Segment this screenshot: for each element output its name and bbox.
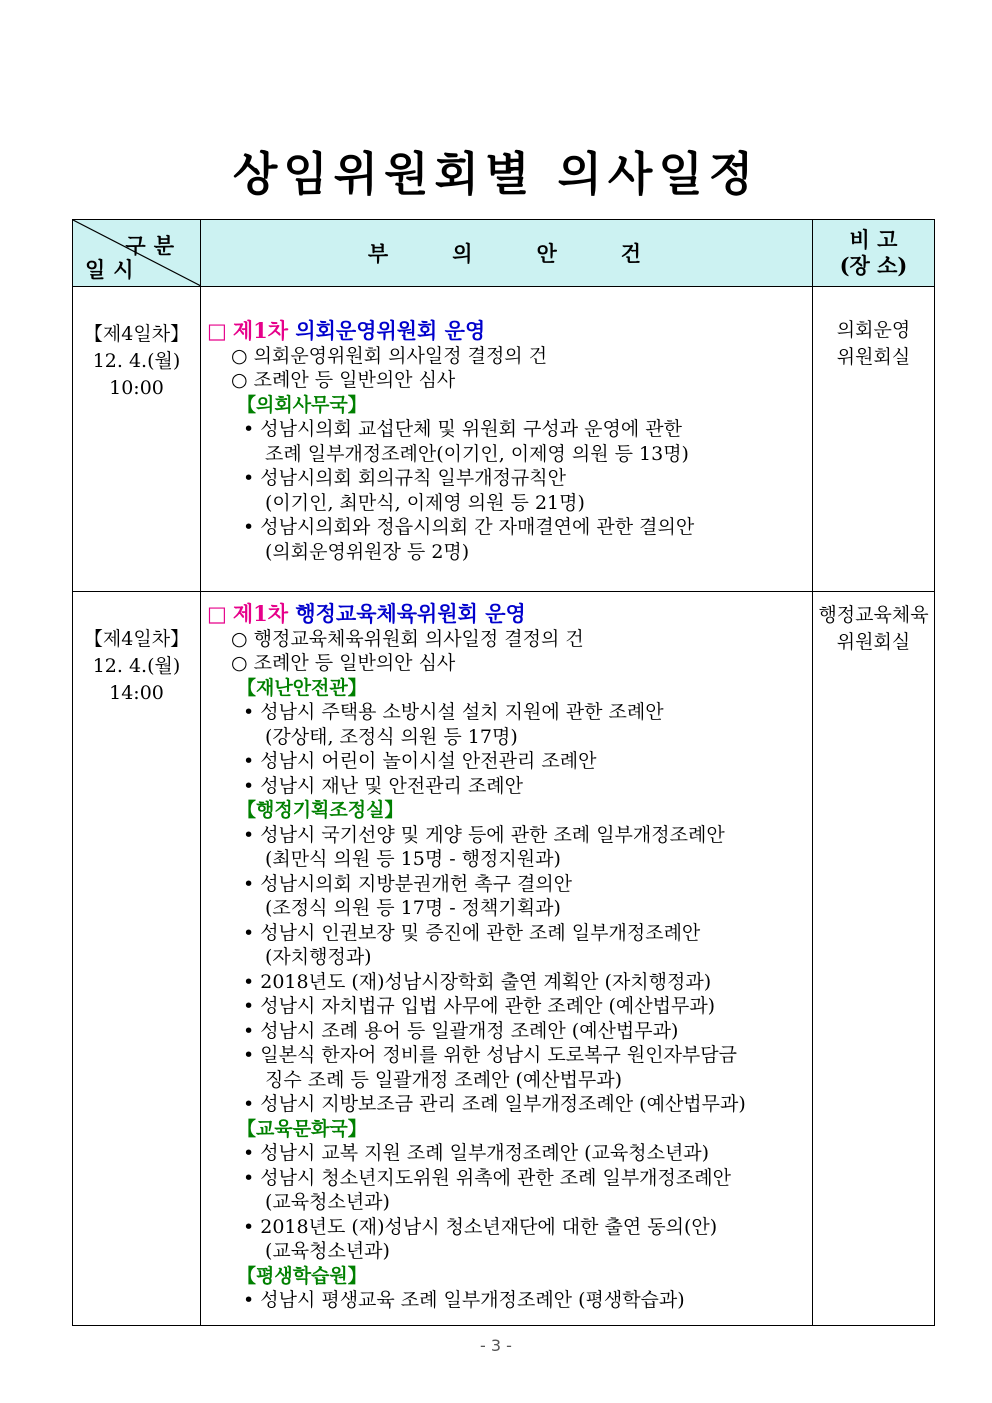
bill-item: • 성남시 주택용 소방시설 설치 지원에 관한 조례안 [243, 701, 664, 723]
bill-item: • 성남시 국기선양 및 게양 등에 관한 조례 일부개정조례안 [243, 823, 725, 846]
dept-label: 【의회사무국】 [237, 393, 367, 416]
bill-item: • 성남시 자치법규 입법 사무에 관한 조례안 (예산법무과) [243, 995, 716, 1017]
dept-label: 【평생학습원】 [237, 1264, 367, 1287]
agenda-item: ○ 조례안 등 일반의안 심사 [231, 652, 456, 674]
bill-item-cont: (최만식 의원 등 15명 - 행정지원과) [265, 848, 561, 870]
section-count: 제1차 [232, 601, 289, 626]
date: 12. 4.(월) [92, 655, 181, 677]
place-line1: 의회운영 [836, 319, 911, 341]
bill-item: • 성남시 어린이 놀이시설 안전관리 조례안 [243, 750, 597, 772]
page-number: - 3 - [480, 1336, 512, 1355]
section-heading [207, 319, 806, 344]
schedule-row [73, 592, 935, 1326]
place-cell [813, 592, 935, 1326]
day-label: 【제4일차】 [83, 323, 190, 345]
bill-item: • 성남시 재난 및 안전관리 조례안 [243, 774, 524, 797]
header-row [73, 220, 935, 287]
bill-item: • 성남시의회 교섭단체 및 위원회 구성과 운영에 관한 [243, 418, 682, 440]
dept-label: 【교육문화국】 [237, 1117, 367, 1140]
schedule-row [73, 287, 935, 592]
page-title: 상임위원회별 의사일정 [232, 147, 760, 201]
bill-item-cont: (교육청소년과) [265, 1240, 390, 1262]
header-note [813, 220, 935, 287]
bill-item: • 성남시 지방보조금 관리 조례 일부개정조례안 (예산법무과) [243, 1093, 746, 1115]
place-line2: 위원회실 [836, 631, 911, 653]
bill-item: • 성남시의회 지방분권개헌 촉구 결의안 [243, 872, 573, 895]
place-line2: 위원회실 [836, 346, 911, 368]
bill-item: • 성남시 청소년지도위원 위촉에 관한 조례 일부개정조례안 [243, 1166, 731, 1189]
date-cell [73, 287, 201, 592]
day-label: 【제4일차】 [83, 628, 190, 650]
bill-item: • 성남시의회 회의규칙 일부개정규칙안 [243, 467, 566, 489]
agenda-cell [201, 592, 813, 1326]
header-ilsi: 일시 [85, 257, 142, 282]
time: 10:00 [109, 377, 164, 399]
bill-item-cont: (의회운영위원장 등 2명) [265, 540, 470, 563]
bill-item: • 2018년도 (재)성남시장학회 출연 계획안 (자치행정과) [243, 970, 712, 993]
bill-item: • 성남시 인권보장 및 증진에 관한 조례 일부개정조례안 [243, 921, 701, 944]
agenda-item: ○ 행정교육체육위원회 의사일정 결정의 건 [231, 627, 584, 650]
section-count: 제1차 [232, 318, 289, 343]
dept-label: 【재난안전관】 [237, 676, 367, 699]
agenda-item: ○ 조례안 등 일반의안 심사 [231, 369, 456, 391]
header-note-line2: (장 소) [839, 253, 908, 278]
section-heading [207, 602, 806, 627]
checkbox-square-icon: □ [207, 602, 227, 626]
header-gubun: 구분 [125, 233, 182, 258]
bill-item-cont: (이기인, 최만식, 이제영 의원 등 21명) [265, 491, 585, 514]
section-title: 의회운영위원회 운영 [295, 318, 486, 343]
place-cell [813, 287, 935, 592]
bill-item: • 성남시 교복 지원 조례 일부개정조례안 (교육청소년과) [243, 1142, 710, 1164]
agenda-item: ○ 의회운영위원회 의사일정 결정의 건 [231, 344, 548, 367]
bill-item: • 성남시 조례 용어 등 일괄개정 조례안 (예산법무과) [243, 1019, 679, 1042]
bill-item-cont: 징수 조례 등 일괄개정 조례안 (예산법무과) [265, 1068, 623, 1091]
bill-item: • 성남시의회와 정읍시의회 간 자매결연에 관한 결의안 [243, 516, 695, 538]
checkbox-square-icon: □ [207, 319, 227, 343]
dept-label: 【행정기획조정실】 [237, 799, 404, 821]
bill-item: • 일본식 한자어 정비를 위한 성남시 도로복구 원인자부담금 [243, 1044, 737, 1066]
header-agenda: 부의안건 [201, 220, 813, 287]
bill-item-cont: (자치행정과) [265, 946, 372, 968]
place-line1: 행정교육체육 [818, 604, 929, 626]
bill-item-cont: (강상태, 조정식 의원 등 17명) [265, 725, 518, 748]
time: 14:00 [109, 682, 164, 704]
date: 12. 4.(월) [92, 350, 181, 372]
header-date-cell [73, 220, 201, 287]
section-title: 행정교육체육위원회 운영 [295, 601, 526, 626]
bill-item-cont: 조례 일부개정조례안(이기인, 이제영 의원 등 13명) [265, 442, 689, 465]
bill-item-cont: (교육청소년과) [265, 1191, 390, 1213]
header-note-line1: 비 고 [849, 227, 898, 252]
bill-item-cont: (조정식 의원 등 17명 - 정책기획과) [265, 897, 561, 919]
date-cell [73, 592, 201, 1326]
bill-item: • 성남시 평생교육 조례 일부개정조례안 (평생학습과) [243, 1289, 685, 1311]
bill-item: • 2018년도 (재)성남시 청소년재단에 대한 출연 동의(안) [243, 1215, 718, 1238]
schedule-table [72, 219, 935, 1326]
agenda-cell [201, 287, 813, 592]
